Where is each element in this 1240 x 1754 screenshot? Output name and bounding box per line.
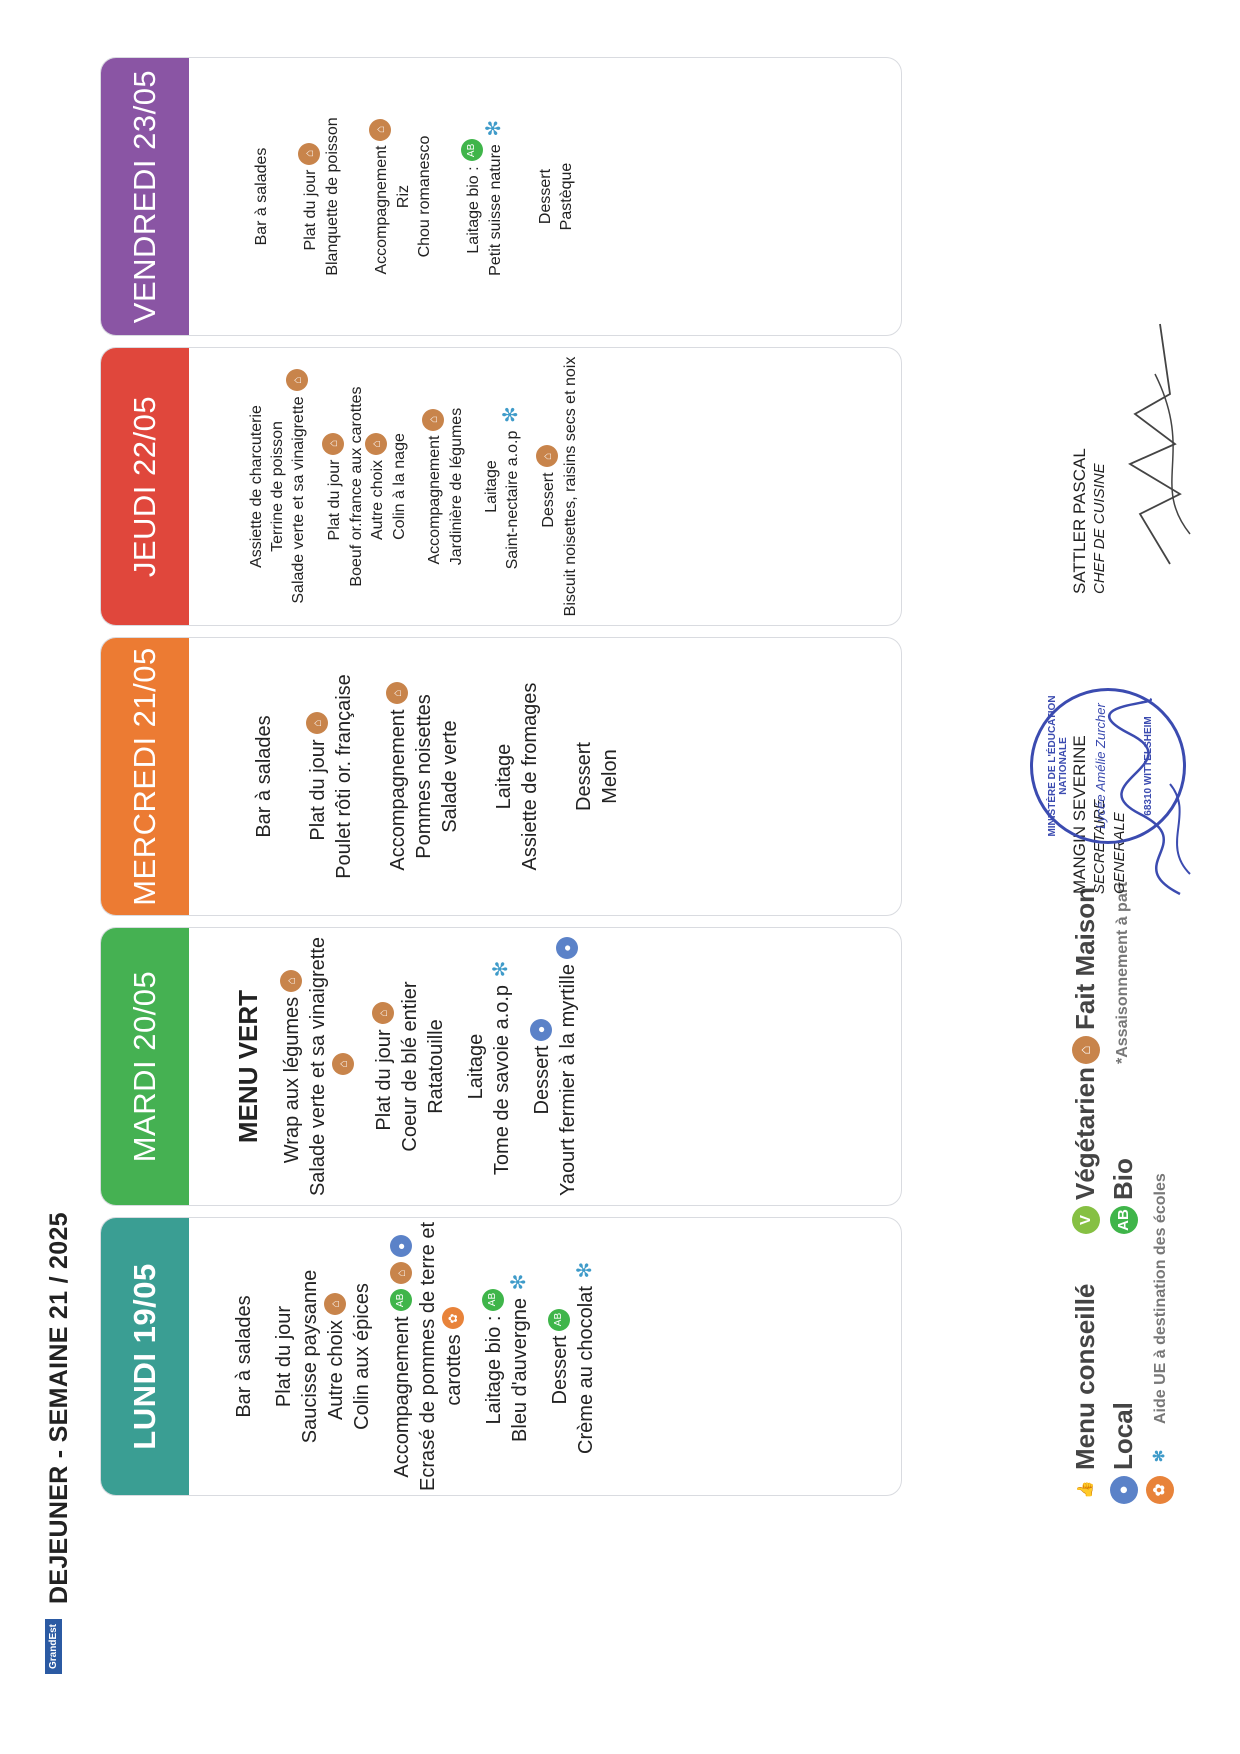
- local-icon: ●: [390, 1235, 412, 1257]
- menu-line: Plat du jour: [373, 1029, 395, 1131]
- bio-icon: AB: [1110, 1206, 1138, 1234]
- menu-line: Coeur de blé entier: [399, 981, 421, 1152]
- fait-maison-icon: ⌂: [306, 712, 328, 734]
- menu-line: Accompagnement: [426, 435, 444, 565]
- day-card-jeudi: [100, 347, 902, 626]
- legend-aide-ue-text: Aide UE à destination des écoles: [1152, 1173, 1169, 1424]
- menu-line: Plat du jour: [326, 459, 344, 541]
- menu-line: Dessert: [537, 168, 554, 225]
- aide-ue-icon: ✻: [483, 119, 505, 137]
- bio-icon: AB: [482, 1289, 504, 1311]
- day-card-mardi: [100, 927, 902, 1206]
- menu-line: Pommes noisettes: [413, 694, 435, 859]
- menu-line: Terrine de poisson: [269, 421, 286, 552]
- menu-line: Saint-nectaire a.o.p: [504, 430, 522, 570]
- stamp-place-text: 68310 WITTELSHEIM: [1143, 716, 1154, 816]
- menu-line: Dessert: [573, 742, 595, 811]
- bio-icon: AB: [461, 139, 483, 161]
- menu-line: Biscuit noisettes, raisins secs et noix: [562, 356, 579, 617]
- aide-ue-apple-icon: ✿: [1146, 1476, 1174, 1504]
- secretary-name: MANGIN SEVERINE: [1070, 735, 1089, 894]
- menu-line: Riz: [395, 184, 412, 209]
- menu-line: Laitage: [493, 743, 515, 810]
- bio-icon: AB: [390, 1289, 412, 1311]
- menu-line: Saucisse paysanne: [299, 1269, 321, 1444]
- day-header-lundi: LUNDI 19/05: [101, 1218, 189, 1495]
- legend-bio: AB Bio: [1108, 1158, 1139, 1234]
- day-header-mardi: MARDI 20/05: [101, 928, 189, 1205]
- menu-line: Accompagnement: [373, 145, 391, 275]
- chef-role: CHEF DE CUISINE: [1091, 463, 1108, 594]
- vegetarian-icon: V: [1072, 1206, 1100, 1234]
- day-header-vendredi: VENDREDI 23/05: [101, 58, 189, 335]
- menu-line: Melon: [599, 749, 621, 804]
- legend-fait-maison: ⌂ Fait Maison: [1070, 887, 1101, 1064]
- stamp-inner-text: Lycée Amélie Zurcher: [1093, 703, 1108, 829]
- legend-vegetarien: V Végétarien: [1070, 1067, 1101, 1234]
- local-icon: ●: [556, 937, 578, 959]
- legend: [1047, 24, 1230, 1724]
- menu-line: Plat du jour: [302, 169, 320, 251]
- menu-line: Bar à salades: [253, 715, 275, 838]
- menu-line: Colin aux épices: [351, 1283, 373, 1430]
- menu-line: Ecrasé de pommes de terre et carottes: [417, 1222, 465, 1492]
- secretary-role-2: GENERALE: [1111, 812, 1128, 894]
- chef-signature-block: [1070, 448, 1110, 594]
- menu-mardi: [231, 928, 581, 1205]
- menu-line: Salade verte et sa vinaigrette: [290, 396, 308, 604]
- legend-menu-conseille: 👍 Menu conseillé: [1070, 1284, 1101, 1504]
- menu-line: Jardinière de légumes: [448, 407, 465, 566]
- menu-line: Autre choix: [325, 1319, 347, 1421]
- fait-maison-icon: ⌂: [386, 682, 408, 704]
- fait-maison-icon: ⌂: [280, 970, 302, 992]
- legend-local: ● Local: [1108, 1402, 1139, 1504]
- menu-line: Autre choix: [369, 459, 387, 541]
- aide-ue-icon: ✻: [500, 406, 522, 424]
- day-card-vendredi: [100, 57, 902, 336]
- menu-line: Plat du jour: [273, 1305, 295, 1408]
- day-header-mercredi: MERCREDI 21/05: [101, 638, 189, 915]
- aide-ue-icon: ✻: [489, 960, 512, 978]
- menu-line: Salade verte: [439, 720, 461, 833]
- secretary-role-1: SECRETAIRE: [1091, 799, 1108, 894]
- aide-ue-icon: ✻: [507, 1273, 530, 1291]
- aide-ue-icon: ✻: [573, 1261, 596, 1279]
- menu-line: Bar à salades: [233, 1295, 255, 1418]
- fait-maison-icon: ⌂: [536, 445, 558, 467]
- menu-line: Assiette de charcuterie: [248, 405, 265, 568]
- day-card-lundi: [100, 1217, 902, 1496]
- menu-line: Plat du jour: [307, 739, 329, 841]
- menu-line: Dessert: [549, 1335, 571, 1405]
- menu-line: Bar à salades: [253, 147, 270, 246]
- menu-line: Poulet rôti or. française: [333, 674, 355, 879]
- page-title: DEJEUNER - SEMAINE 21 / 2025: [45, 1212, 73, 1604]
- thumbs-up-icon: 👍: [1076, 1480, 1094, 1500]
- legend-aide-ue-icons: [1146, 1436, 1174, 1504]
- fait-maison-icon: ⌂: [298, 143, 320, 165]
- menu-line: Chou romanesco: [416, 135, 433, 258]
- fait-maison-icon: ⌂: [324, 1293, 346, 1315]
- menu-vendredi: [251, 58, 577, 335]
- menu-line: Crème au chocolat: [575, 1286, 597, 1454]
- stamp-outer-text: MINISTÈRE DE L'ÉDUCATION NATIONALE: [1047, 695, 1069, 837]
- menu-mercredi: [251, 638, 623, 915]
- menu-line: Dessert: [540, 472, 558, 528]
- menu-jeudi: [246, 348, 581, 625]
- menu-line: Dessert: [531, 1045, 553, 1115]
- menu-line: Laitage: [465, 1033, 487, 1100]
- aide-ue-icon: ✿: [442, 1307, 464, 1329]
- chef-signature: [1110, 314, 1200, 574]
- menu-line: Colin à la nage: [391, 433, 408, 540]
- menu-line: Wrap aux légumes: [281, 996, 303, 1164]
- menu-line: Boeuf or.france aux carottes: [348, 386, 365, 587]
- menu-vert-heading: MENU VERT: [233, 989, 263, 1144]
- fait-maison-icon: ⌂: [372, 1002, 394, 1024]
- menu-line: Tome de savoie a.o.p: [491, 984, 513, 1176]
- menu-line: Accompagnement: [387, 709, 409, 871]
- fait-maison-icon: ⌂: [286, 369, 308, 391]
- menu-line: Laitage bio :: [465, 166, 483, 254]
- secretary-signature: [1100, 694, 1210, 904]
- menu-line: Petit suisse nature: [487, 144, 505, 276]
- day-card-mercredi: [100, 637, 902, 916]
- menu-line: Laitage: [483, 460, 500, 513]
- menu-line: Blanquette de poisson: [324, 117, 341, 276]
- menu-line: Salade verte et sa vinaigrette: [307, 936, 329, 1197]
- day-header-jeudi: JEUDI 22/05: [101, 348, 189, 625]
- fait-maison-icon: ⌂: [322, 433, 344, 455]
- menu-line: Ratatouille: [425, 1019, 447, 1114]
- fait-maison-icon: ⌂: [422, 409, 444, 431]
- fait-maison-icon: ⌂: [369, 119, 391, 141]
- menu-line: Assiette de fromages: [519, 682, 541, 871]
- local-icon: ●: [530, 1019, 552, 1041]
- bio-icon: AB: [548, 1309, 570, 1331]
- legend-assaisonnement: *Assaisonnement à part: [1114, 881, 1131, 1064]
- fait-maison-icon: ⌂: [332, 1053, 354, 1075]
- local-icon: ●: [1110, 1476, 1138, 1504]
- menu-line: Accompagnement: [391, 1316, 413, 1478]
- chef-name: SATTLER PASCAL: [1070, 448, 1089, 594]
- fait-maison-icon: ⌂: [365, 433, 387, 455]
- menu-line: Laitage bio :: [483, 1315, 505, 1425]
- fait-maison-icon: ⌂: [1072, 1036, 1100, 1064]
- fait-maison-icon: ⌂: [390, 1262, 412, 1284]
- menu-line: Yaourt fermier à la myrtille: [557, 964, 579, 1196]
- menu-line: Bleu d'auvergne: [509, 1298, 531, 1442]
- menu-sheet: GrandEst DEJEUNER - SEMAINE 21 / 2025 LUNDI 19/05 Bar à salades Plat du jour Saucisse paysanne Autre choix⌂ Colin aux épices AccompagnementAB⌂● Ecrasé de pommes de terre et carottes✿ Laitage bio :AB Bleu d'auvergne✻ DessertAB Crème au chocolat✻ MARDI 20/05 MENU VERT Wrap aux légumes⌂ Salade verte et sa vinaigrette ⌂ Plat du jour⌂ Coeur de blé entier Ratatouille Laitage Tome de savoie a.o.p✻ Dessert● Yaourt fermier à la myrtille● MERCREDI 21/05 Bar à salades Plat du jour⌂ Poulet rôti or. française Accompagnement⌂ Pommes noisettes Salade verte Laitage Assiette de fromages Dessert Melon JEUDI 22/05 Assiette de charcuterie Terrine de poisson Salade verte et sa vinaigrette⌂ Plat du jour⌂ Boeuf or.france aux carottes Autre choix⌂ Colin à la nage Accompagnement⌂ Jardinière de légumes Laitage Saint-nectaire a.o.p✻ Dessert⌂ Biscuit noisettes, raisins secs et noix VENDREDI 23/05 Bar à salades Plat du jour⌂ Blanquette de poisson Accompagnement⌂ Riz Chou romanesco Laitage bio :AB Petit suisse nature✻ Dessert Pastèque 👍 Menu conseillé V Végétarien ⌂ Fait Maison ● Local AB Bio ✿ ✻ Aide UE à destination des écoles *Assaisonnement à part MANGIN SEVERINE SECRETAIRE GENERALE MINISTÈRE DE L'ÉDUCATION NATIONALE Lycée Amélie Zurcher 68310 WITTELSHEIM SATTLER PASCAL CHEF DE CUISINE: [0, 0, 1240, 1754]
- menu-line: Pastèque: [558, 162, 575, 231]
- menu-lundi: [231, 1218, 599, 1495]
- aide-ue-icon: ✻: [1151, 1449, 1168, 1463]
